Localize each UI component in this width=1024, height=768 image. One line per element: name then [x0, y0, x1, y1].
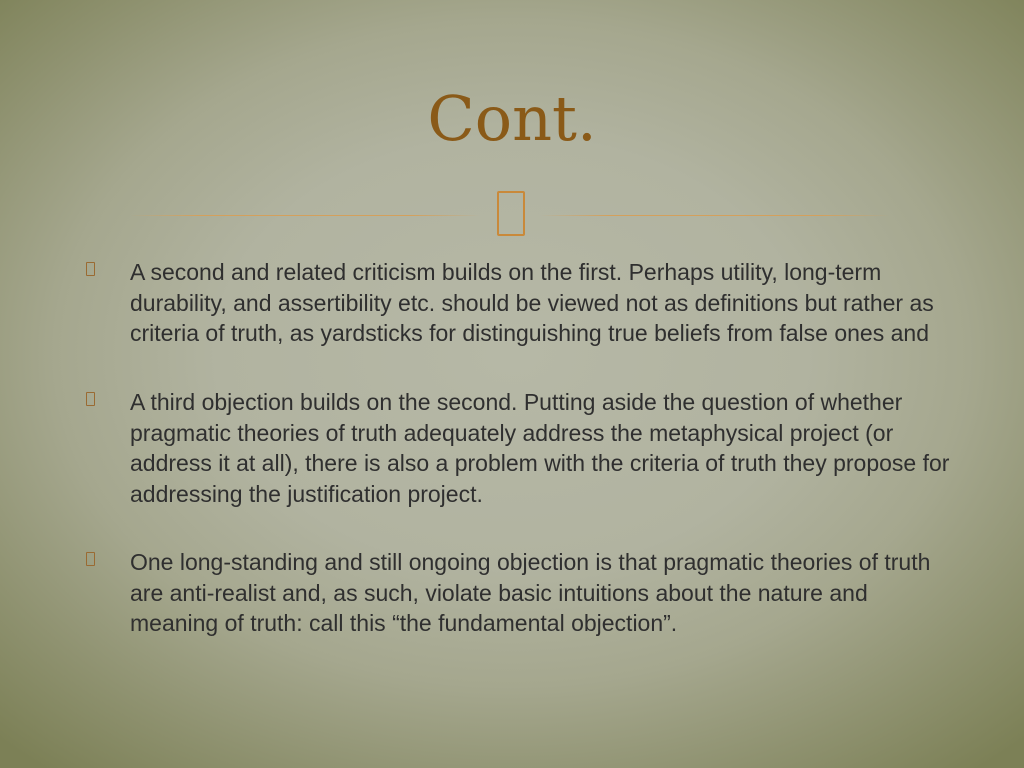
bullet-icon: [86, 262, 95, 276]
slide-title: Cont.: [427, 82, 597, 155]
bullet-icon: [86, 392, 95, 406]
bullet-text: One long-standing and still ongoing objection is that pragmatic theories of truth are anti-realist and, as such, violate basic intuitions about the nature and meaning of truth: call this “the fundamental objection”.: [130, 549, 931, 637]
bullet-icon: [86, 552, 95, 566]
bullet-text: A third objection builds on the second. Putting aside the question of whether pragmatic theories of truth adequately address the metaphysical project (or address it at all), there is also a problem with the criteria of truth they propose for addressing the justification project.: [130, 389, 950, 507]
bullet-text: A second and related criticism builds on the first. Perhaps utility, long-term durability, and assertibility etc. should be viewed not as definitions but rather as criteria of truth, as yardsticks for distinguishing true beliefs from false ones and: [130, 259, 934, 347]
